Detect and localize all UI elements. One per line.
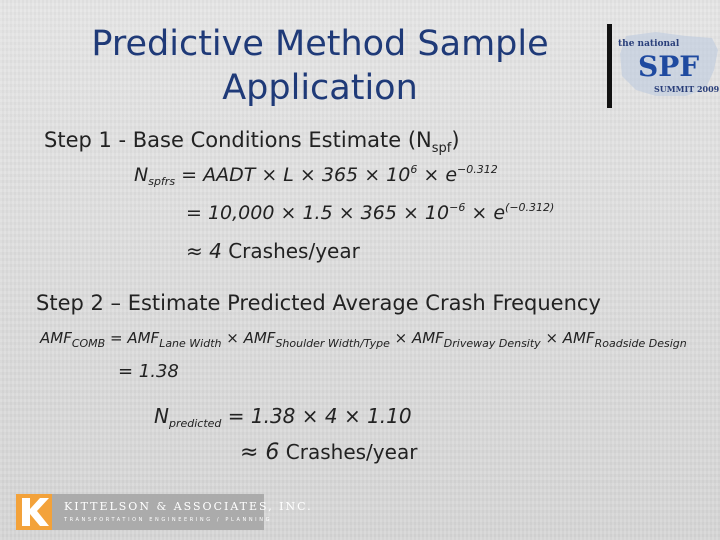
divider-bar <box>607 24 612 108</box>
step1-equation-2: = $10,000 \times 1.5 \times 365 \times 10^{-6} \times e^{(-0.312)}$ <box>186 201 555 224</box>
logo-top-text: the national <box>618 39 680 49</box>
title-line-2: Application <box>222 68 418 108</box>
title-line-1: Predictive Method Sample <box>91 24 549 64</box>
amf-combined-equation: $AMF_{COMB} = AMF_{Lane Width} \times AMF_{Shoulder Width/Type} \times AMF_{Driveway Density} \times AMF_{Roadside Design}$ <box>40 329 687 350</box>
step1-equation-1: $N_{spfrs}$ = AADT × $L \times 365 \times 10^6 \times e^{-0.312}$ <box>134 163 498 188</box>
n-predicted-result: ≈ 6 Crashes/year <box>240 440 418 465</box>
company-name: KITTELSON & ASSOCIATES, INC. <box>64 500 313 513</box>
company-tagline: TRANSPORTATION ENGINEERING / PLANNING <box>64 517 273 523</box>
logo-spf-text: SPF <box>638 50 700 83</box>
n-predicted-equation: $N_{predicted} = 1.38 \times 4 \times 1.10$ <box>154 404 412 430</box>
amf-combined-value: = 1.38 <box>118 361 179 382</box>
step2-heading: Step 2 – Estimate Predicted Average Crash Frequency <box>36 291 601 315</box>
kittelson-k-icon <box>16 494 52 530</box>
logo-bottom-text: SUMMIT 2009 <box>654 84 720 94</box>
step1-heading: Step 1 - Base Conditions Estimate $(N_{spf})$ <box>44 128 460 156</box>
slide-title <box>40 22 600 110</box>
step1-result: ≈ 4 Crashes/year <box>186 239 360 263</box>
spf-summit-logo <box>616 30 720 100</box>
kittelson-footer-logo <box>16 494 313 530</box>
